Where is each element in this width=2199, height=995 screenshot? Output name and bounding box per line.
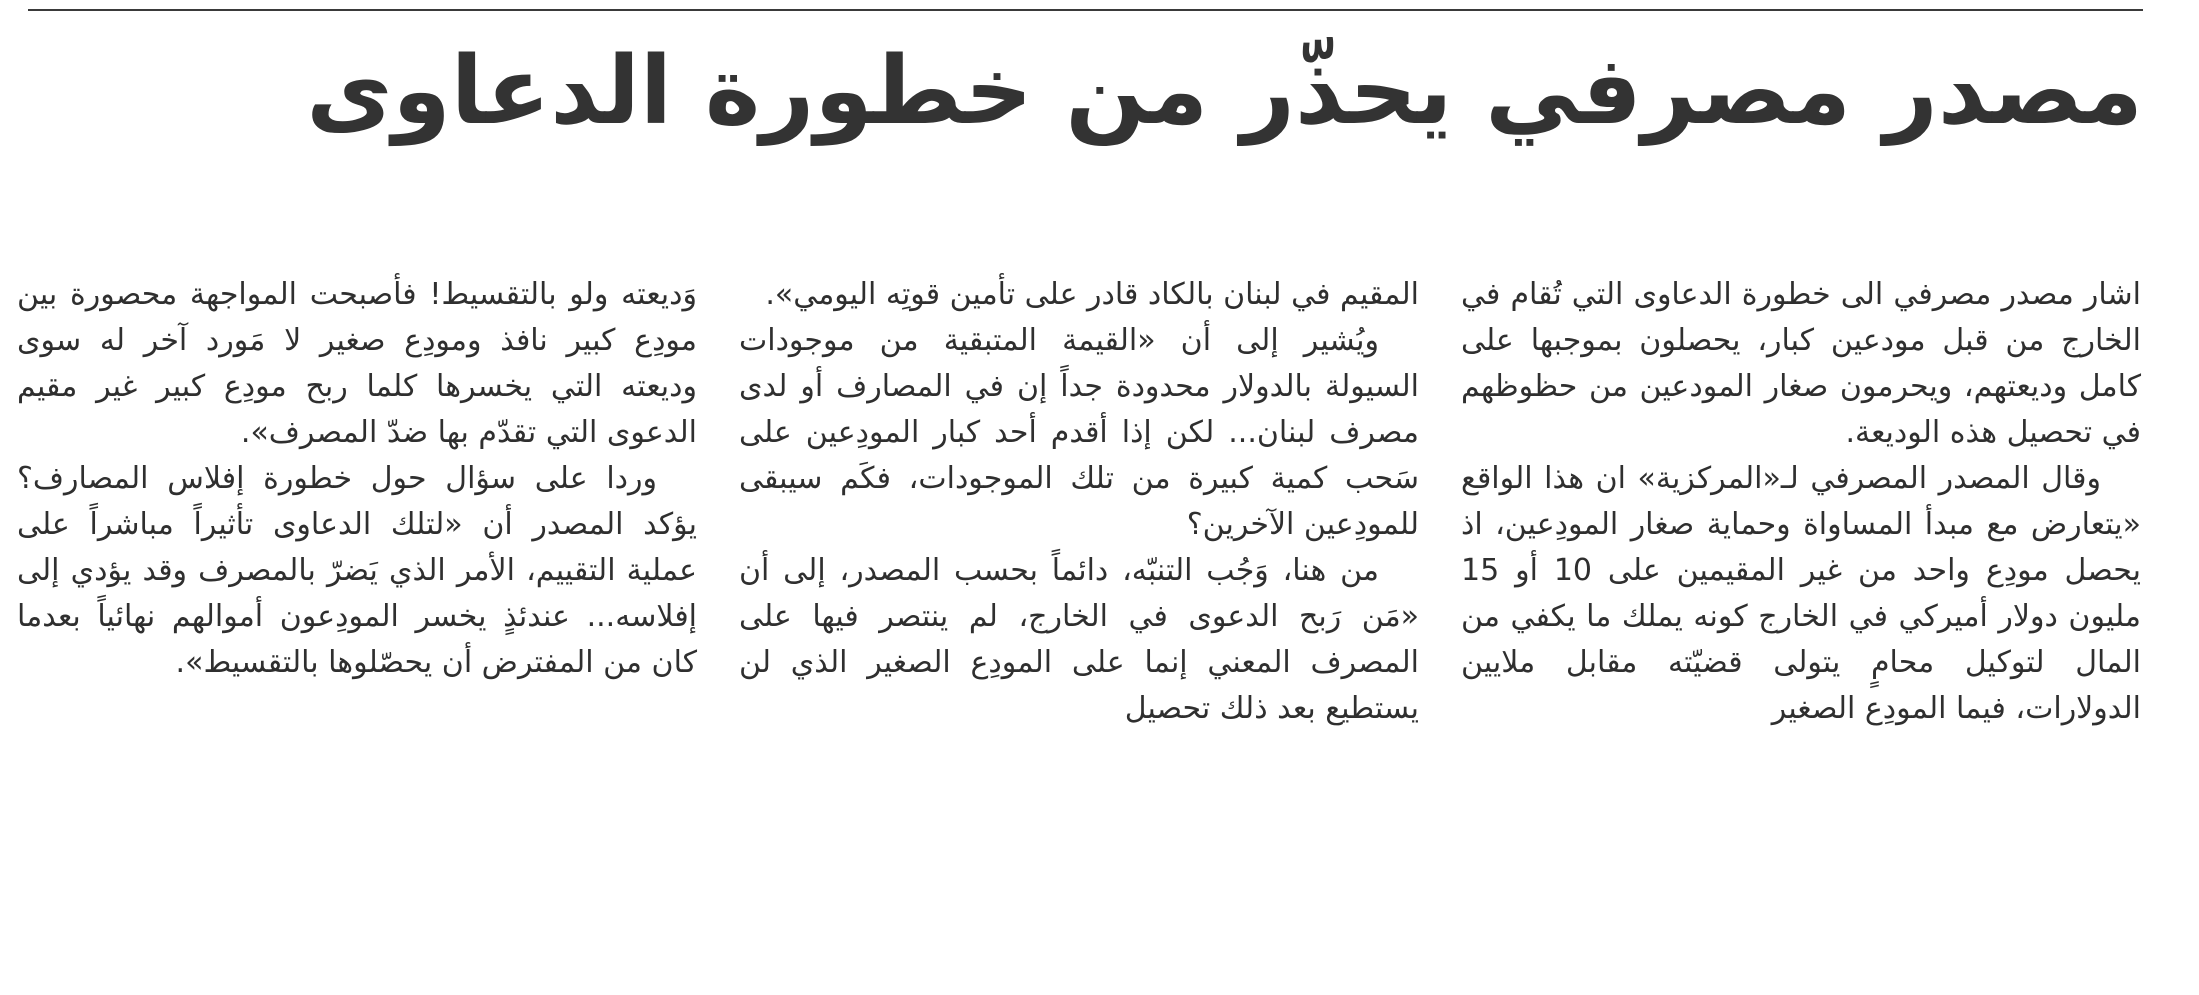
column-1-paragraph-1: اشار مصدر مصرفي الى خطورة الدعاوى التي تُقام في الخارج من قبل مودعين كبار، يحصلون بموجبها على كامل وديعتهم، ويحرمون صغار المودعين من حظوظهم في تحصيل هذه الوديعة.: [1461, 277, 2141, 450]
column-1-paragraph-2: وقال المصدر المصرفي لـ«المركزية» ان هذا الواقع «يتعارض مع مبدأ المساواة وحماية صغار المودِعين، اذ يحصل مودِع واحد من غير المقيمين على 10 أو 15 مليون دولار أميركي في الخارج كونه يملك ما يكفي من المال لتوكيل محامٍ يتولى قضيّته مقابل ملايين الدولارات، فيما المودِع الصغير: [1461, 461, 2141, 726]
article-column-1: [1461, 272, 2141, 732]
article-headline: مصدر مصرفي يحذّر من خطورة الدعاوى: [306, 37, 2143, 146]
top-rule: [28, 9, 2143, 11]
article-column-3: [17, 272, 697, 686]
column-3-paragraph-1: وَديعته ولو بالتقسيط! فأصبحت المواجهة محصورة بين مودِع كبير نافذ ومودِع صغير لا مَورد آخر له سوى وديعته التي يخسرها كلما ربح مودِع كبير غير مقيم الدعوى التي تقدّم بها ضدّ المصرف».: [17, 277, 697, 450]
column-2-paragraph-3: من هنا، وَجُب التنبّه، دائماً بحسب المصدر، إلى أن «مَن رَبح الدعوى في الخارج، لم ينتصر فيها على المصرف المعني إنما على المودِع الصغير الذي لن يستطيع بعد ذلك تحصيل: [739, 553, 1419, 726]
article-column-2: [739, 272, 1419, 732]
column-3-paragraph-2: وردا على سؤال حول خطورة إفلاس المصارف؟ يؤكد المصدر أن «لتلك الدعاوى تأثيراً مباشراً على عملية التقييم، الأمر الذي يَضرّ بالمصرف وقد يؤدي إلى إفلاسه... عندئذٍ يخسر المودِعون أموالهم نهائياً بعدما كان من المفترض أن يحصّلوها بالتقسيط».: [17, 461, 697, 680]
column-2-paragraph-2: ويُشير إلى أن «القيمة المتبقية من موجودات السيولة بالدولار محدودة جداً إن في المصارف أو لدى مصرف لبنان... لكن إذا أقدم أحد كبار المودِعين على سَحب كمية كبيرة من تلك الموجودات، فكَم سيبقى للمودِعين الآخرين؟: [739, 323, 1419, 542]
column-2-paragraph-1: المقيم في لبنان بالكاد قادر على تأمين قوتِه اليومي».: [765, 277, 1419, 312]
